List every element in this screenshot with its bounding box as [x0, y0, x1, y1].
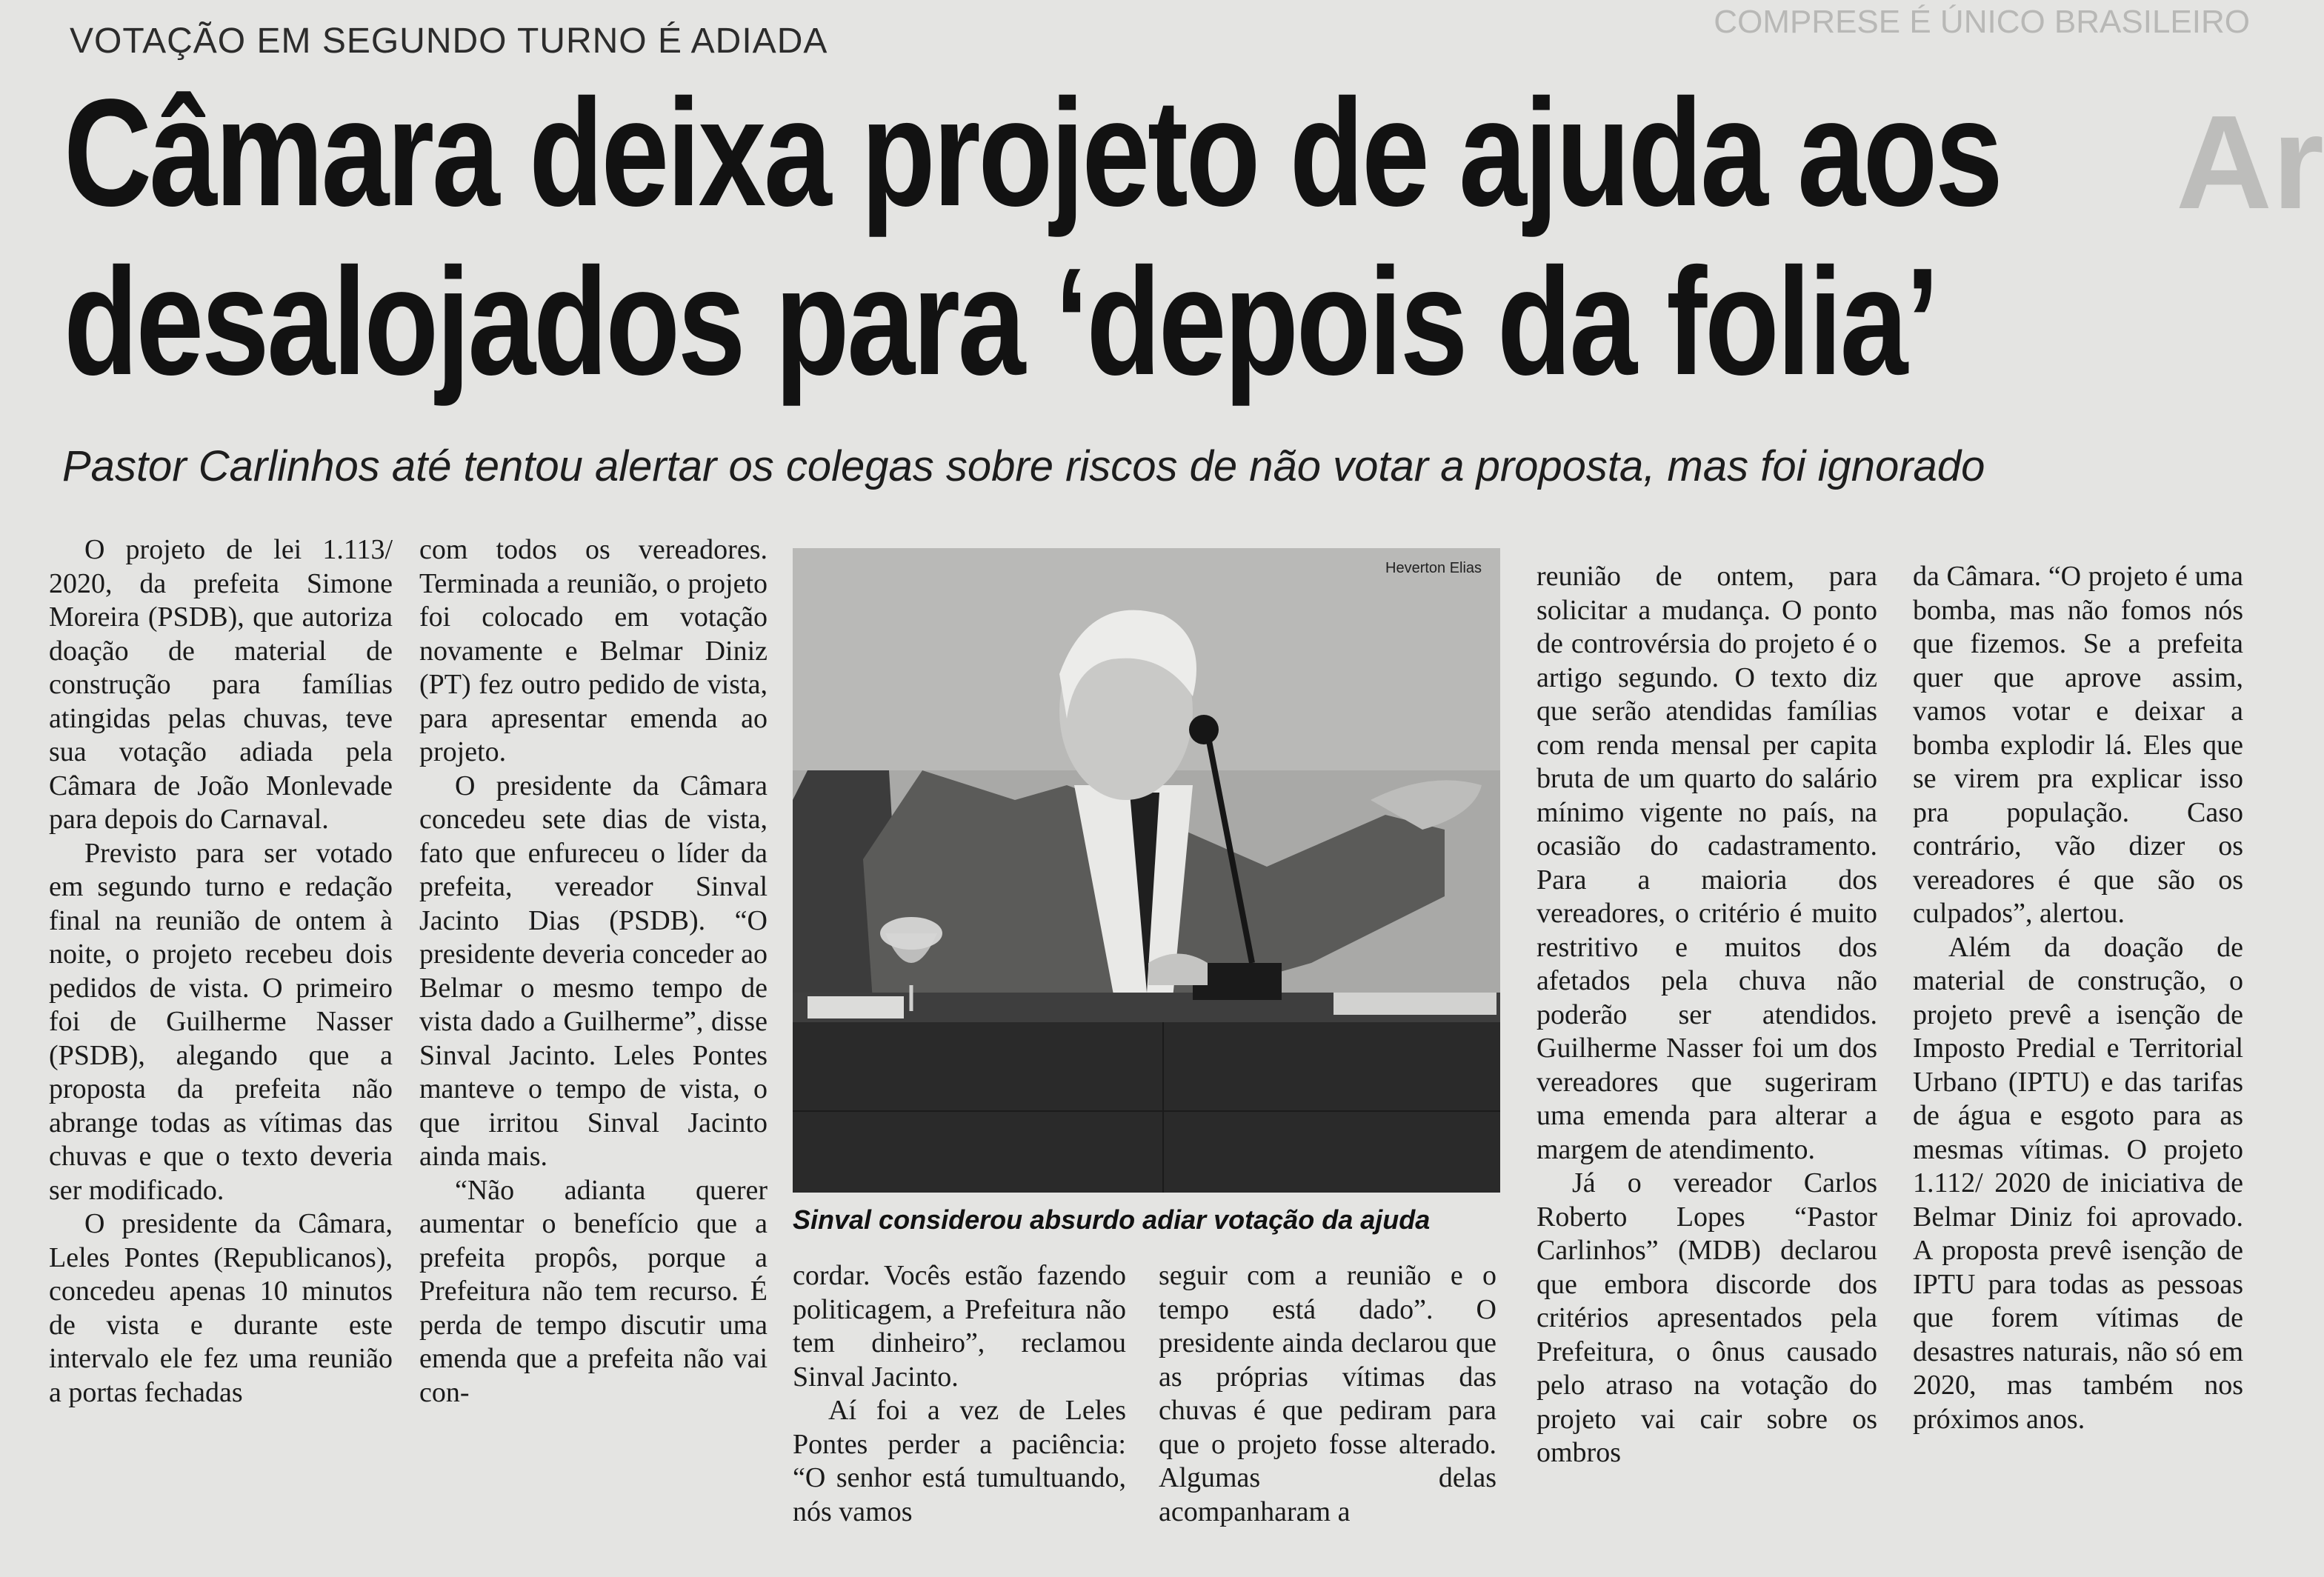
paragraph: Já o vereador Carlos Roberto Lopes “Pastor Carlinhos” (MDB) declarou que embora discorde dos critérios apresentados pela Prefeitura, o ônus causado pelo atraso na votação do projeto vai cair sobre os ombros [1536, 1167, 1877, 1468]
photo-credit: Heverton Elias [1385, 560, 1482, 576]
photo-illustration [793, 548, 1500, 1193]
deck: Pastor Carlinhos até tentou alertar os colegas sobre riscos de não votar a proposta, mas foi ignorado [62, 442, 1985, 490]
bleed-through-text: COMPRESE É ÚNICO BRASILEIRO [1714, 4, 2250, 40]
paragraph: O presidente da Câmara, Leles Pontes (Republicanos), concedeu apenas 10 minutos de vista e durante este intervalo ele fez uma reunião a portas fechadas [49, 1208, 393, 1408]
article-column-4 [1159, 1259, 1496, 1529]
paragraph: cordar. Vocês estão fazendo politicagem, a Prefeitura não tem dinheiro”, reclamou Sinval Jacinto. [793, 1260, 1126, 1393]
paragraph: O presidente da Câmara concedeu sete dias de vista, fato que enfureceu o líder da prefeita, vereador Sinval Jacinto Dias (PSDB). “O presidente deveria conceder ao Belmar o mesmo tempo de vista dado a Guilherme”, disse Sinval Jacinto. Leles Pontes manteve o tempo de vista, o que irritou Sinval Jacinto ainda mais. [419, 770, 768, 1172]
paragraph: Além da doação de material de construção, o projeto prevê a isenção de Imposto Predial e Territorial Urbano (IPTU) e das tarifas de água e esgoto para as mesmas vítimas. O projeto 1.112/ 2020 de iniciativa de Belmar Diniz foi aprovado. A proposta prevê isenção de IPTU para todas as pessoas que forem vítimas de desastres naturais, não só em 2020, mas também nos próximos anos. [1913, 931, 2243, 1435]
article-column-1 [49, 533, 393, 1410]
bleed-through-letters: Ar [2176, 88, 2324, 237]
photo [793, 548, 1500, 1193]
paragraph: O projeto de lei 1.113/ 2020, da prefeita Simone Moreira (PSDB), que autoriza doação de material de construção para famílias atingidas pelas chuvas, teve sua votação adiada pela Câmara de João Monlevade para depois do Carnaval. [49, 534, 393, 835]
photo-caption: Sinval considerou absurdo adiar votação da ajuda [793, 1204, 1431, 1235]
article-column-3 [793, 1259, 1126, 1529]
article-column-6 [1913, 560, 2243, 1436]
headline-line-2: desalojados para ‘depois da folia’ [64, 236, 1937, 407]
paragraph: Previsto para ser votado em segundo turno e redação final na reunião de ontem à noite, o projeto recebeu dois pedidos de vista. O primeiro foi de Guilherme Nasser (PSDB), alegando que a proposta da prefeita não abrange todas as vítimas das chuvas e que o texto deveria ser modificado. [49, 837, 393, 1206]
kicker: VOTAÇÃO EM SEGUNDO TURNO É ADIADA [70, 21, 828, 61]
paragraph: da Câmara. “O projeto é uma bomba, mas não fomos nós que fizemos. Se a prefeita quer que aprove assim, vamos votar e deixar a bomba explodir lá. Eles que se virem pra explicar isso pra população. Caso contrário, vão dizer os vereadores é que são os culpados”, alertou. [1913, 561, 2243, 929]
paragraph: Aí foi a vez de Leles Pontes perder a paciência: “O senhor está tumultuando, nós vamos [793, 1395, 1126, 1527]
headline [64, 67, 2001, 407]
paragraph: com todos os vereadores. Terminada a reunião, o projeto foi colocado em votação novamente e Belmar Diniz (PT) fez outro pedido de vista, para apresentar emenda ao projeto. [419, 534, 768, 767]
paragraph: reunião de ontem, para solicitar a mudança. O ponto de controvérsia do projeto é o artigo segundo. O texto diz que serão atendidas famílias com renda mensal per capita bruta de um quarto do salário mínimo vigente no país, na ocasião do cadastramento. Para a maioria dos vereadores, o critério é muito restritivo e muitos dos afetados pela chuva não poderão ser atendidos. Guilherme Nasser foi um dos vereadores que sugeriram uma emenda para alterar a margem de atendimento. [1536, 561, 1877, 1165]
headline-line-1: Câmara deixa projeto de ajuda aos [64, 67, 2001, 238]
paragraph: seguir com a reunião e o tempo está dado”. O presidente ainda declarou que as próprias vítimas das chuvas é que pediram para que o projeto fosse alterado. Algumas delas acompanharam a [1159, 1260, 1496, 1527]
article-column-5 [1536, 560, 1877, 1470]
paragraph: “Não adianta querer aumentar o benefício que a prefeita propôs, porque a Prefeitura não tem recurso. É perda de tempo discutir uma emenda que a prefeita não vai con- [419, 1174, 768, 1408]
article-column-2 [419, 533, 768, 1410]
